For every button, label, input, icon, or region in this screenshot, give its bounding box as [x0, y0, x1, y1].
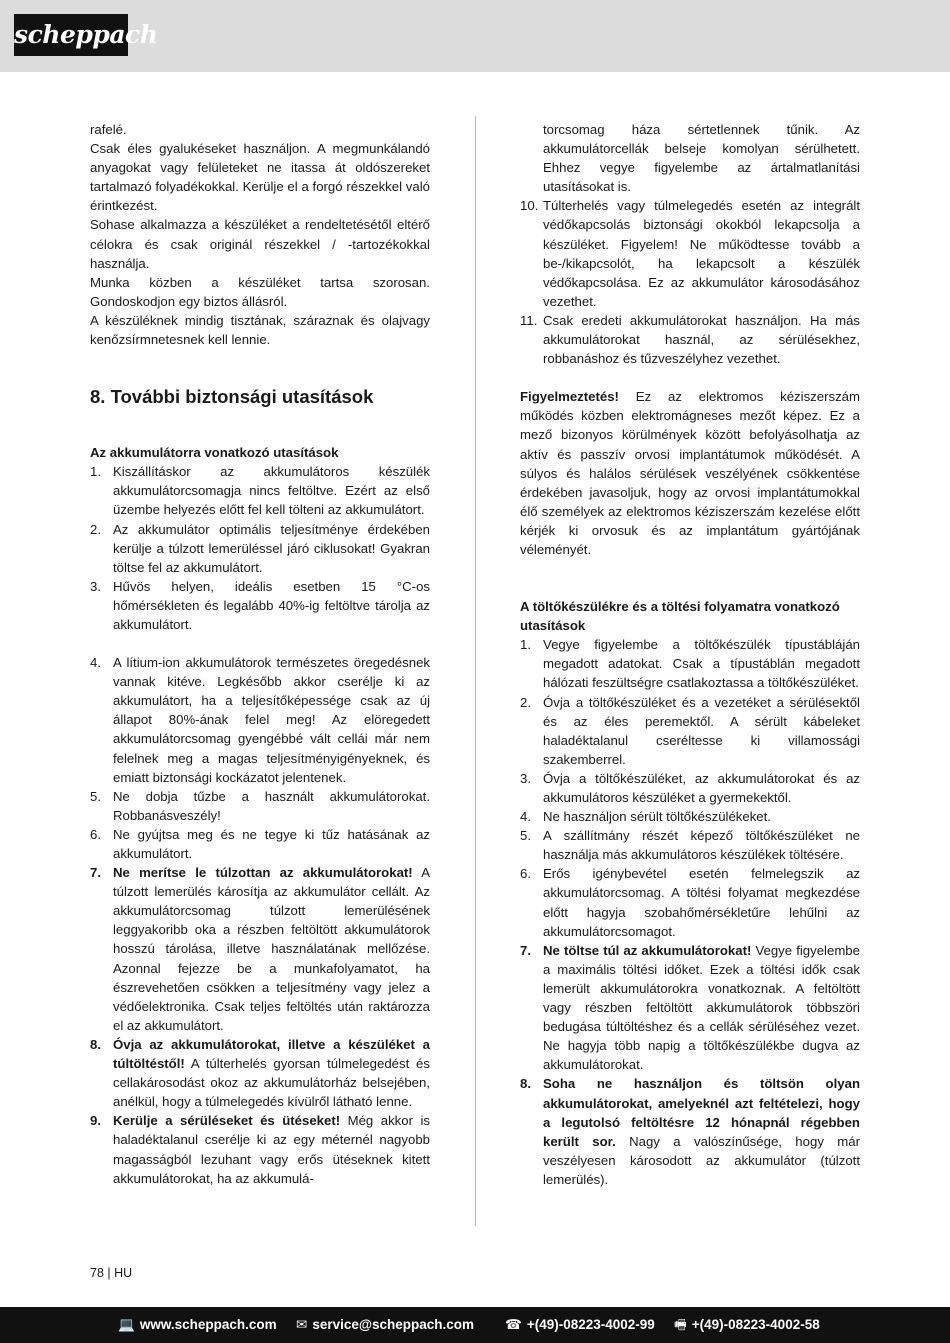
page-header	[0, 0, 950, 72]
column-divider	[475, 116, 476, 1226]
list-item: 5. A szállítmány részét képező töltőkészüléket ne használja más akkumulátoros készülékek töltésére.	[520, 828, 860, 863]
list-item-continued: torcsomag háza sértetlennek tűnik. Az akkumulátorcellák belseje komolyan sérülhetett. Ehhez vegye figyelembe az ártalmatlanítási utasításokat is.	[543, 122, 860, 195]
paragraph: rafelé.	[90, 122, 127, 137]
paragraph: Sohase alkalmazza a készüléket a rendeltetésétől eltérő célokra és csak originál részekkel / -tartozékokkal használja.	[90, 217, 430, 271]
list-item: 11. Csak eredeti akkumulátorokat használjon. Ha más akkumulátorokat használ, az sérülésekhez, robbanáshoz és tűzveszélyhez vezethet.	[520, 312, 860, 367]
list-item: 7. Ne töltse túl az akkumulátorokat! Vegye figyelembe a maximális töltési időket. Ezek a töltési idők csak lemerült akkumulátorokra vonatkoznak. A feltöltött vagy részben feltöltött akkumulátorok többszöri bedugása túltöltéshez és a cellák sérüléséhez vezet. Ne hagyja több napig a töltőkészülékbe dugva az akkumulátorokat.	[520, 942, 860, 1073]
list-item: 4. A lítium-ion akkumulátorok természetes öregedésnek vannak kitéve. Legkésőbb akkor cserélje ki az akkumulátort, ha a teljesítőképessége csak az új állapot 80%-ának felel meg! Az elöregedett akkumulátorcsomag gyengébbé vált cellái már nem felelnek meg a magas teljesítményigényeknek, és emiatt biztonsági kockázatot jelentenek.	[90, 655, 430, 785]
section-title: 8. További biztonsági utasítások	[90, 386, 374, 408]
warning-paragraph: Figyelmeztetés! Ez az elektromos kéziszerszám működés közben elektromágneses mezőt képez. Ez a mező bizonyos körülmények között befolyásolhatja az aktív és passzív orvosi implantátumok működését. A súlyos és halálos sérülések veszélyének csökkentése érdekében javasoljuk, hogy az orvosi implantátumokkal élő személyek az elektromos kéziszerszám kezelése előtt kérjék ki orvosuk és az implantátum gyártójának véleményét.	[520, 389, 860, 557]
subsection-title: Az akkumulátorra vonatkozó utasítások	[90, 445, 339, 461]
list-item: 9. Kerülje a sérüléseket és ütéseket! Még akkor is haladéktalanul cserélje ki az egy méternél nagyobb magasságból lezuhant vagy erős ütéseknek kitett akkumulátorokat, ha az akkumulá-	[90, 1113, 430, 1186]
list-item: 6. Erős igénybevétel esetén felmelegszik az akkumulátorcsomag. A töltési folyamat megkezdése előtt hagyja szobahőmérsékletűre lehűlni az akkumulátorcsomagot.	[520, 866, 860, 939]
list-item: 1. Vegye figyelembe a töltőkészülék típustábláján megadott adatokat. Csak a típustáblán megadott hálózati feszültségre csatlakoztassa a töltőkészüléket.	[520, 637, 860, 691]
list-item: 4. Ne használjon sérült töltőkészülékeket.	[520, 809, 771, 825]
list-item: 6. Ne gyújtsa meg és ne tegye ki tűz hatásának az akkumulátort.	[90, 826, 430, 861]
subsection-title: A töltőkészülékre és a töltési folyamatra vonatkozó utasítások	[520, 599, 840, 634]
right-column	[520, 120, 860, 1189]
paragraph: Munka közben a készüléket tartsa szorosan. Gondoskodjon egy biztos állásról.	[90, 274, 430, 309]
phone-icon: ☎	[505, 1317, 522, 1332]
page-footer	[0, 1307, 950, 1343]
list-item: 2. Óvja a töltőkészüléket és a vezetéket a sérülésektől és az éles peremektől. A sérült kábeleket haladéktalanul cseréltesse ki villamossági szakemberrel.	[520, 694, 860, 767]
list-item: 3. Óvja a töltőkészüléket, az akkumulátorokat és az akkumulátoros készüléket a gyermekektől.	[520, 770, 860, 805]
list-item: 7. Ne merítse le túlzottan az akkumulátorokat! A túlzott lemerülés károsítja az akkumulátor cellált. Az akkumulátorcsomag túlzott lemerülésének leggyakoribb oka a részben feltöltött akkumulátorok hosszú tárolása, illetve használatának mellőzése. Azonnal fejezze be a munkafolyamatot, ha észrevehetően csökken a teljesítmény vagy jelez a védőelektronika. Csak teljes feltöltés után raktározza el az akkumulátort.	[90, 865, 430, 1033]
footer-website[interactable]: 💻 www.scheppach.com	[118, 1317, 277, 1332]
charger-instructions-list	[520, 635, 860, 1189]
list-item: 5. Ne dobja tűzbe a használt akkumulátorokat. Robbanásveszély!	[90, 788, 430, 823]
page-number: 78 | HU	[90, 1266, 133, 1280]
list-item: 10. Túlterhelés vagy túlmelegedés esetén az integrált védőkapcsolás biztonsági okokból lekapcsolja a készüléket. Figyelem! Ne működtesse tovább a be-/kikapcsolót, ha lekapcsolt a készülék védőkapcsolása. Ez az akkumulátor károsodásához vezethet.	[520, 198, 860, 309]
mail-icon: ✉	[296, 1317, 308, 1332]
left-column	[90, 120, 430, 1188]
list-item: 1. Kiszállításkor az akkumulátoros készülék akkumulátorcsomagja nincs feltöltve. Ezért az első üzembe helyezés előtt fel kell tölteni az akkumulátort.	[90, 464, 430, 518]
battery-instructions-continued	[520, 120, 860, 368]
list-item: 2. Az akkumulátor optimális teljesítménye érdekében kerülje a túlzott lemerüléssel járó ciklusokat! Gyakran töltse fel az akkumulátort.	[90, 521, 430, 575]
footer-phone[interactable]: ☎ +(49)-08223-4002-99	[505, 1317, 655, 1332]
paragraph: A készüléknek mindig tisztának, száraznak és olajvagy kenőzsírmnetesnek kell lennie.	[90, 312, 430, 348]
list-item: 8. Óvja az akkumulátorokat, illetve a készüléket a túltöltéstől! A túlterhelés gyorsan túlmelegedést és cellakárosodást okoz az akkumulátorház belsejében, anélkül, hogy a túlmelegedés kívülről látható lenne.	[90, 1036, 430, 1110]
fax-icon: 🖷	[674, 1317, 687, 1332]
list-item: 8. Soha ne használjon és töltsön olyan akkumulátorokat, amelyeknél azt feltételezi, hogy a legutolsó feltöltésre 12 hónapnál régebben került sor. Nagy a valószínűsége, hogy már veszélyesen károsodott az akkumulátor (túlzott lemerülés).	[520, 1076, 860, 1187]
paragraph: Csak éles gyalukéseket használjon. A megmunkálandó anyagokat vagy felületeket ne itassa át oldószereket tartalmazó folyadékokkal. Kerülje el a forgó részekkel való érintkezést.	[90, 141, 430, 214]
computer-icon: 💻	[118, 1317, 135, 1332]
footer-fax: 🖷 +(49)-08223-4002-58	[674, 1317, 820, 1332]
list-item: 3. Hűvös helyen, ideális esetben 15 °C-os hőmérsékleten és legalább 40%-ig feltöltve tárolja az akkumulátort.	[90, 578, 430, 632]
footer-email[interactable]: ✉ service@scheppach.com	[296, 1317, 475, 1332]
battery-instructions-list	[90, 462, 430, 1187]
warning-label: Figyelmeztetés!	[520, 389, 619, 405]
scheppach-logo: scheppach	[14, 14, 128, 56]
